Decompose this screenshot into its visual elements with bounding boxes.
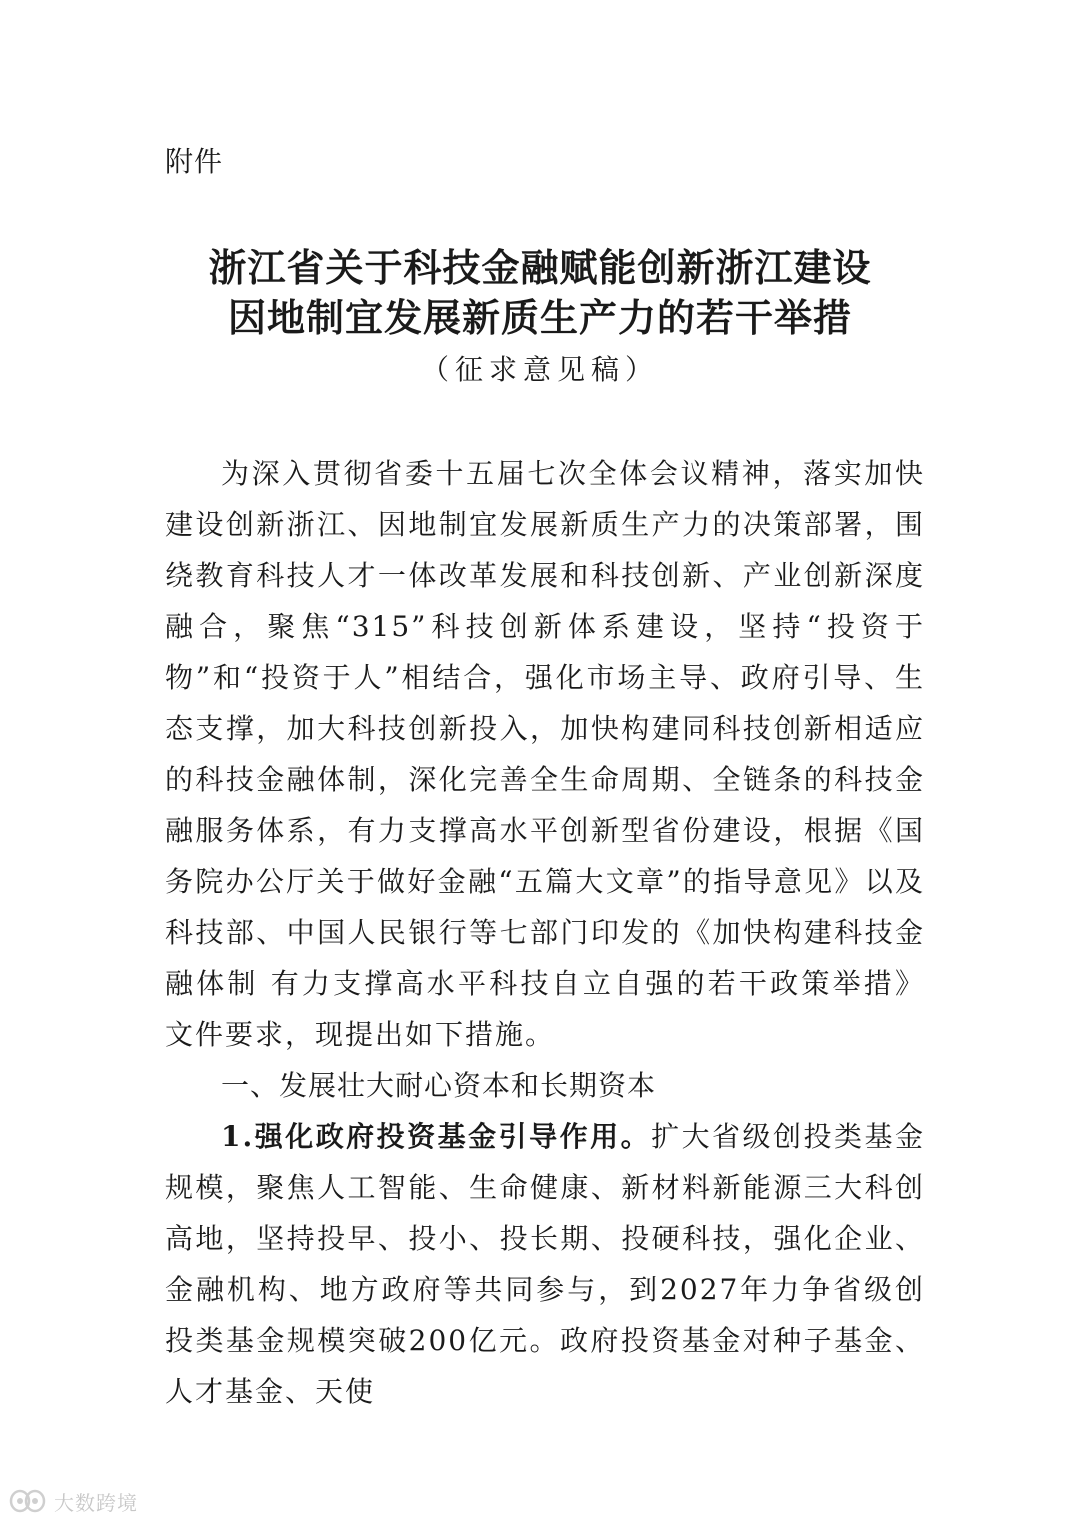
attachment-label: 附件 — [165, 145, 224, 178]
watermark — [8, 1481, 138, 1521]
item-1-paragraph — [165, 1111, 925, 1417]
intro-paragraph: 为深入贯彻省委十五届七次全体会议精神，落实加快建设创新浙江、因地制宜发展新质生产力的决策部署，围绕教育科技人才一体改革发展和科技创新、产业创新深度融合，聚焦“315”科技创新体系建设，坚持“投资于物”和“投资于人”相结合，强化市场主导、政府引导、生态支撑，加大科技创新投入，加快构建同科技创新相适应的科技金融体制，深化完善全生命周期、全链条的科技金融服务体系，有力支撑高水平创新型省份建设，根据《国务院办公厅关于做好金融“五篇大文章”的指导意见》以及科技部、中国人民银行等七部门印发的《加快构建科技金融体制 有力支撑高水平科技自立自强的若干政策举措》文件要求，现提出如下措施。 — [165, 457, 925, 1051]
document-subtitle: （征求意见稿） — [420, 353, 659, 386]
item-1-text: 扩大省级创投类基金规模，聚焦人工智能、生命健康、新材料新能源三大科创高地，坚持投早、投小、投长期、投硬科技，强化企业、金融机构、地方政府等共同参与，到2027年力争省级创投类基金规模突破200亿元。政府投资基金对种子基金、人才基金、天使 — [165, 1120, 925, 1408]
document-title-line-2: 因地制宜发展新质生产力的若干举措 — [227, 296, 852, 340]
item-1-lead: 1.强化政府投资基金引导作用。 — [221, 1120, 652, 1153]
dashuju-logo-icon — [8, 1486, 48, 1516]
document-title-line-1: 浙江省关于科技金融赋能创新浙江建设 — [208, 246, 872, 290]
section-heading-1: 一、发展壮大耐心资本和长期资本 — [221, 1069, 657, 1102]
watermark-text: 大数跨境 — [54, 1490, 138, 1515]
